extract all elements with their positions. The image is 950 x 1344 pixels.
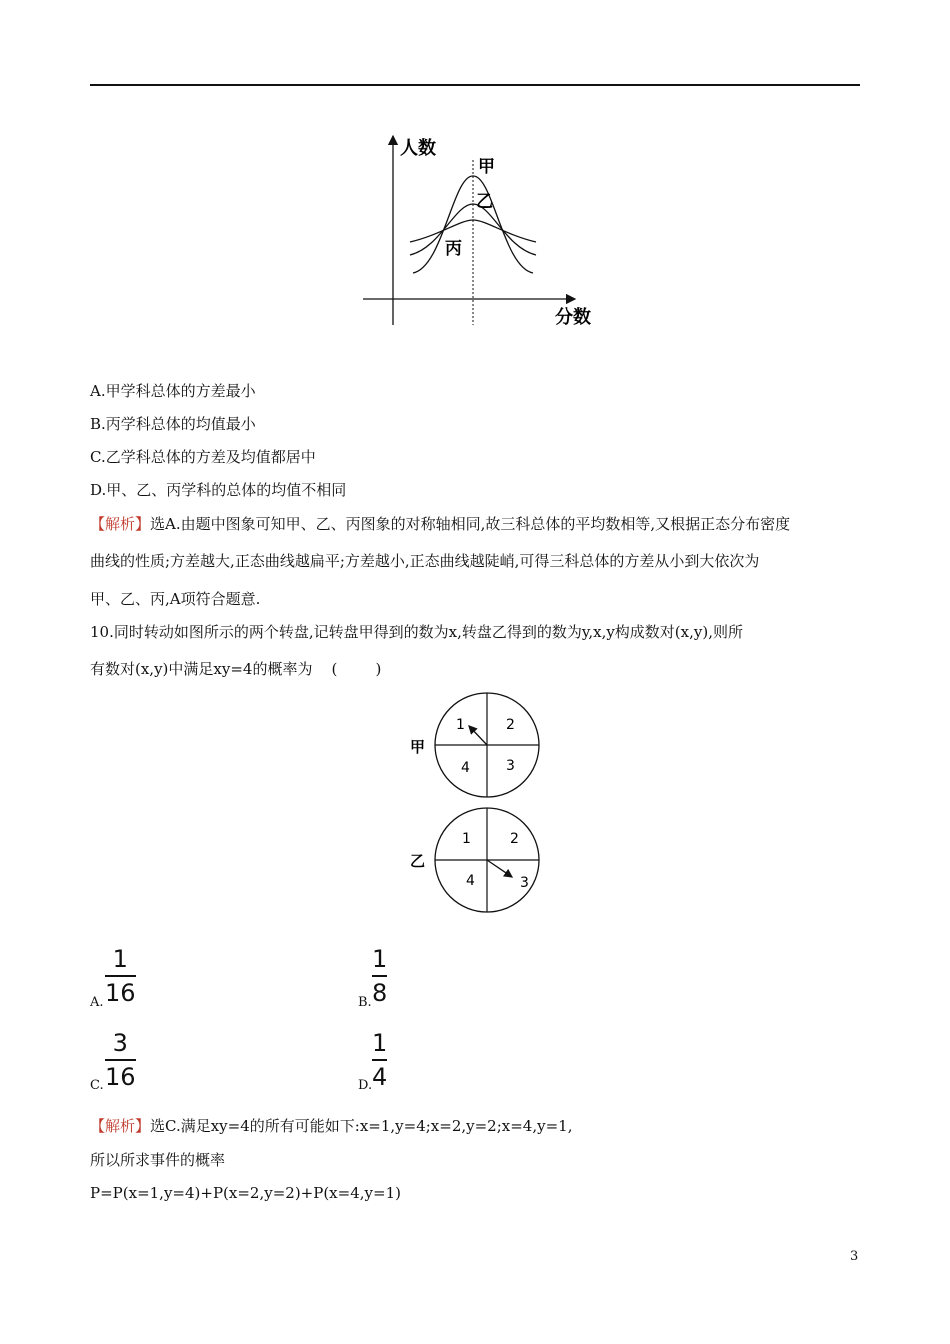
q9-option-a: A.甲学科总体的方差最小 [90,382,256,400]
spinner-yi-sector-1: 1 [462,831,471,847]
q9-analysis-tag: 【解析】 [90,515,151,533]
spinner-jia-sector-3: 3 [506,758,515,774]
q10-option-a-letter: A. [90,995,104,1010]
spinner-yi-sector-3: 3 [520,875,529,891]
page-number: 3 [850,1249,859,1264]
q10-analysis-line-3: P=P(x=1,y=4)+P(x=2,y=2)+P(x=4,y=1) [90,1184,401,1202]
q9-analysis-line-2: 曲线的性质;方差越大,正态曲线越扁平;方差越小,正态曲线越陡峭,可得三科总体的方差从小到大依次为 [90,552,760,570]
spinner-jia-label: 甲 [410,738,426,756]
q10-option-b-den: 8 [372,978,388,1007]
q10-analysis-text-1: 选C.满足xy=4的所有可能如下:x=1,y=4;x=2,y=2;x=4,y=1, [150,1117,573,1135]
q10-stem-line-1: 10.同时转动如图所示的两个转盘,记转盘甲得到的数为x,转盘乙得到的数为y,x,y构成数对(x,y),则所 [90,623,743,641]
q10-option-c-num: 3 [112,1029,128,1057]
q10-option-b-letter: B. [358,995,372,1010]
spinner-yi-sector-2: 2 [510,831,519,847]
q10-option-d-letter: D. [358,1078,373,1093]
q10-option-d-den: 4 [372,1062,388,1091]
q10-option-c-fraction [105,1029,136,1091]
q10-analysis-line-2: 所以所求事件的概率 [90,1151,226,1169]
y-axis-label: 人数 [400,138,436,159]
q10-analysis-line-1 [90,1116,572,1136]
q10-option-c-den: 16 [105,1062,136,1091]
spinner-yi-sector-4: 4 [466,873,475,889]
curve-label-jia: 甲 [478,157,495,177]
normal-curves-figure [355,130,605,335]
q10-option-d-num: 1 [372,1029,388,1057]
curve-label-bing: 丙 [445,239,462,259]
pointer-jia [469,726,487,745]
q10-stem-line-2: 有数对(x,y)中满足xy=4的概率为 ( ) [90,660,382,678]
spinner-yi [410,808,539,912]
q9-option-d: D.甲、乙、丙学科的总体的均值不相同 [90,481,347,499]
q10-analysis-tag: 【解析】 [90,1117,151,1135]
q10-option-c-letter: C. [90,1078,104,1093]
q10-option-b-fraction [372,945,387,1007]
header-rule [90,84,860,86]
q9-analysis-line-3: 甲、乙、丙,A项符合题意. [90,590,261,608]
curve-bing [410,220,536,242]
pointer-yi [487,860,512,877]
q10-option-d-fraction [372,1029,387,1091]
q10-option-a-den: 16 [105,978,136,1007]
q10-option-a-fraction [105,945,136,1007]
q10-option-b-num: 1 [372,945,388,973]
x-axis-label: 分数 [555,307,591,328]
q9-option-b: B.丙学科总体的均值最小 [90,415,256,433]
spinners-figure [400,688,550,918]
spinner-jia [410,693,539,797]
spinner-jia-sector-2: 2 [506,717,515,733]
q9-option-c: C.乙学科总体的方差及均值都居中 [90,448,316,466]
spinner-jia-sector-4: 4 [461,760,470,776]
curve-label-yi: 乙 [476,192,493,212]
q9-analysis-text-1: 选A.由题中图象可知甲、乙、丙图象的对称轴相同,故三科总体的平均数相等,又根据正态分布密度 [150,515,791,533]
spinner-yi-label: 乙 [410,852,426,870]
q9-analysis-line-1 [90,514,790,534]
q10-option-a-num: 1 [112,945,128,973]
spinner-jia-sector-1: 1 [456,717,465,733]
